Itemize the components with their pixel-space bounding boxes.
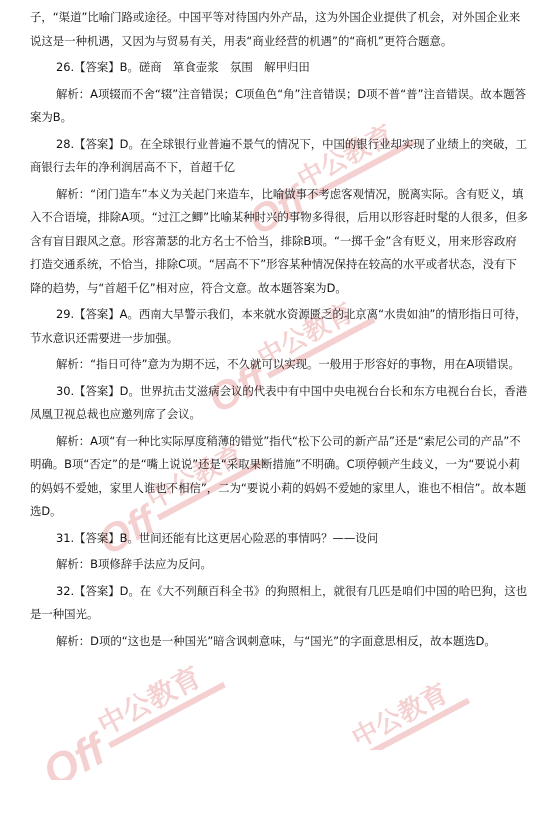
- explanation-29: 解析：“指日可待”意为为期不远，不久就可以实现。一般用于形容好的事物，用在A项错误。: [56, 357, 520, 371]
- answer-29: 29.【答案】A。西南大旱警示我们，本来就水资源匮乏的北京离“水贵如油”的情形指日可待，节水意识还需要进一步加强。: [30, 307, 527, 345]
- svg-text:中公教育: 中公教育: [92, 660, 207, 742]
- svg-text:中公教育: 中公教育: [142, 439, 249, 516]
- svg-text:中公教育: 中公教育: [347, 678, 454, 750]
- answer-30: 30.【答案】D。世界抗击艾滋病会议的代表中有中国中央电视台台长和东方电视台台长，香港凤凰卫视总裁也应邀列席了会议。: [30, 383, 528, 421]
- answer-28: 28.【答案】D。在全球银行业普遍不景气的情况下，中国的银行业却实现了业绩上的突破，工商银行去年的净利润居高不下，首超千亿: [30, 136, 528, 174]
- svg-text:Off: Off: [241, 178, 313, 238]
- watermark-logo: [20, 640, 320, 780]
- answer-explanations: [30, 6, 528, 653]
- paragraph-continuation: 子，“渠道”比喻门路或途径。中国平等对待国内外产品，这为外国企业提供了机会，对外国企业来说这是一种机遇，又因为与贸易有关，用表“商业经营的机遇”的“商机”更符合题意。: [30, 10, 521, 48]
- explanation-32: 解析：D项的“这也是一种国光”暗含讽刺意味，与“国光”的字面意思相反，故本题选D。: [56, 633, 496, 648]
- answer-32: 32.【答案】D。在《大不列颠百科全书》的狗照相上，就很有几匹是咱们中国的哈巴狗，这也是一种国光。: [30, 583, 528, 621]
- svg-text:中公教育: 中公教育: [292, 119, 399, 196]
- svg-text:Off: Off: [201, 356, 273, 416]
- answer-26: 26.【答案】B。磋商 箪食壶浆 氛围 解甲归田: [56, 60, 310, 74]
- explanation-26: 解析：A项辍而不舍“辍”注音错误；C项鱼色“角”注音错误；D项不普“普”注音错误。故本题答案为B。: [30, 86, 526, 124]
- svg-text:中公教育: 中公教育: [252, 297, 359, 374]
- svg-text:Off: Off: [91, 498, 163, 558]
- svg-text:Off: Off: [35, 725, 114, 780]
- explanation-28: 解析：“闭门造车”本义为关起门来造车，比喻做事不考虑客观情况，脱离实际。含有贬义，填入不合语境，排除A项。“过江之鲫”比喻某种时兴的事物多得很，后用以形容赶时髦的人很多，但多含有盲目跟风之意。形容萧瑟的北方名士不恰当，排除B项。“一掷千金”含有贬义，用来形容政府打造交通系统，不恰当，排除C项。“居高不下”形容某种情况保持在较高的水平或者状态，没有下降的趋势，与“首超千亿”相对应，符合文意。故本题答案为D。: [30, 186, 529, 295]
- explanation-30: 解析：A项“有一种比实际厚度稍薄的错觉”指代“松下公司的新产品”还是“索尼公司的产品”不明确。B项“否定”的是“嘴上说说”还是“采取果断措施”不明确。C项停顿产生歧义，一为“要说小莉的妈妈不爱她，家里人谁也不相信”，二为“要说小莉的妈妈不爱她的家里人，谁也不相信”。故本题选D。: [30, 433, 527, 518]
- answer-31: 31.【答案】B。世间还能有比这更居心险恶的事情吗？——设问: [56, 530, 379, 545]
- explanation-31: 解析：B项修辞手法应为反问。: [56, 557, 212, 571]
